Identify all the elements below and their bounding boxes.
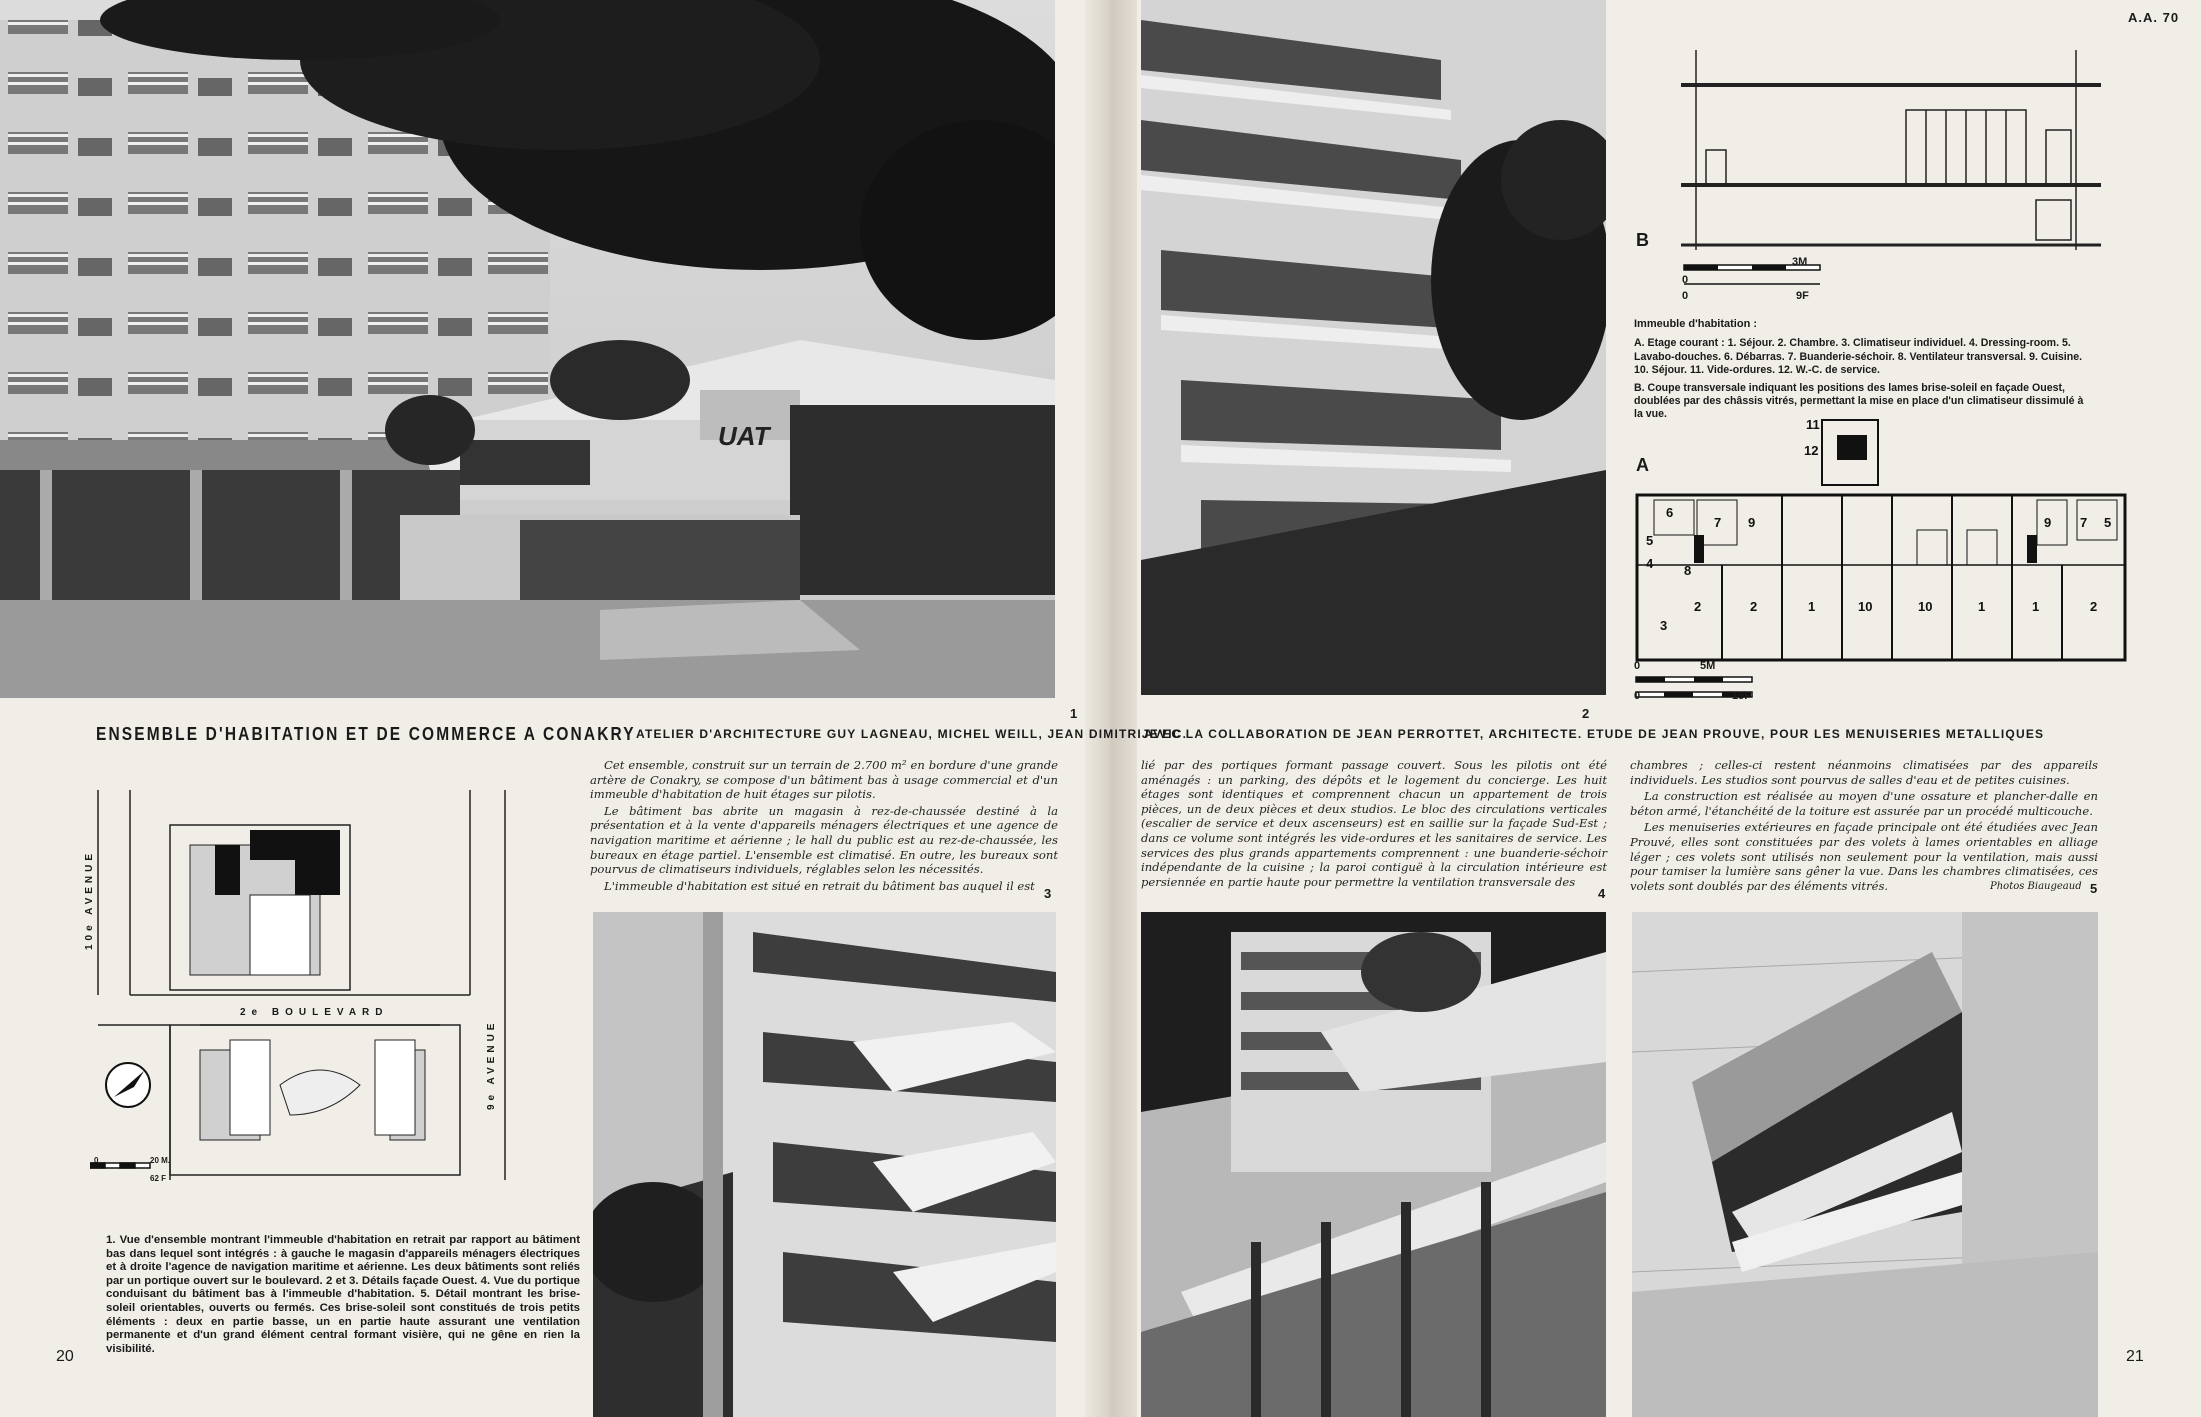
site-scale-20m: 20 M.	[150, 1156, 171, 1165]
collaboration-byline: AVEC LA COLLABORATION DE JEAN PERROTTET, ARCHITECTE. ETUDE DE JEAN PROUVE, POUR LES MENUISERIES METALLIQUES	[1144, 727, 2045, 741]
room-10: 10	[1858, 599, 1873, 614]
street-9e-avenue: 9e AVENUE	[486, 1019, 497, 1110]
room-8: 8	[1684, 563, 1692, 578]
room-1b: 1	[1978, 599, 1986, 614]
photo-credit: Photos Biaugeaud	[1990, 881, 2082, 892]
section-scale-zero-m: 0	[1682, 274, 1689, 286]
room-9b: 9	[2044, 515, 2052, 530]
site-plan	[90, 785, 540, 1185]
col3-para-1: chambres ; celles-ci restent néanmoins climatisées par des appareils individuels. Les studios sont pourvus de salles d'eau et de petites cuisines.	[1630, 758, 2098, 787]
page-gutter	[1085, 0, 1137, 1417]
figure-number-2: 2	[1582, 706, 1590, 721]
figure-caption: 1. Vue d'ensemble montrant l'immeuble d'habitation en retrait par rapport au bâtiment bas dans lequel sont intégrés : à gauche le magasin d'appareils ménagers électriques et à droite l'agence de navigation maritime et aérienne. Les deux bâtiments sont reliés par un portique ouvert sur le boulevard. 2 et 3. Détails façade Ouest. 4. Vue du portique conduisant du bâtiment bas à l'immeuble d'habitation. 5. Détail montrant les brise-soleil orientables, ouverts ou fermés. Ces brise-soleil sont constitués de trois petits éléments : deux en partie basse, un en partie haute assurant une ventilation permanente et d'un grand élément central formant visière, qui ne gêne en rien la visibilité.	[106, 1234, 580, 1355]
room-7b: 7	[2080, 515, 2088, 530]
col1-para-1: Cet ensemble, construit sur un terrain de 2.700 m² en bordure d'une grande artère de Conakry, se compose d'un bâtiment bas à usage commercial et d'un immeuble d'habitation de huit étages sur pilotis.	[590, 758, 1058, 802]
body-column-3	[1630, 758, 2098, 895]
floor-plan-a	[1632, 415, 2130, 665]
col3-para-3: Les menuiseries extérieures en façade principale ont été étudiées avec Jean Prouvé, elles sont constituées par des volets à lames orientables en alliage léger ; ces volets sont utilisés non seulement pour la ventilation, mais aussi pour tamiser la lumière sans gêner la vue. Dans les chambres climatisées, ces volets sont doublés par des éléments vitrés.	[1630, 820, 2098, 893]
uat-sign: UAT	[718, 421, 770, 451]
plan-scale-5m: 5M	[1700, 660, 1716, 672]
plan-scale-15f: 15F	[1732, 690, 1751, 702]
photo-4-portico	[1141, 912, 1606, 1417]
room-10b: 10	[1918, 599, 1933, 614]
room-5: 5	[1646, 533, 1654, 548]
room-1: 1	[1808, 599, 1816, 614]
architects-byline: ATELIER D'ARCHITECTURE GUY LAGNEAU, MICHEL WEILL, JEAN DIMITRIJEVIC.	[636, 727, 1188, 741]
figure-number-3: 3	[1044, 886, 1052, 901]
plan-scale-zero-f: 0	[1634, 690, 1641, 702]
page-number-right: 21	[2126, 1348, 2144, 1365]
section-scale-9f: 9F	[1796, 290, 1809, 302]
legend-a: A. Etage courant : 1. Séjour. 2. Chambre. 3. Climatiseur individuel. 4. Dressing-room. 5. Lavabo-douches. 6. Débarras. 7. Buanderie-séchoir. 8. Ventilateur transversal. 9. Cuisine. 10. Séjour. 11. Vide-ordures. 12. W.-C. de service.	[1634, 337, 2083, 377]
legend-b: B. Coupe transversale indiquant les positions des lames brise-soleil en façade Ouest, doublées par des châssis vitrés, permettant la mise en place d'un climatiseur dissimulé à la vue.	[1634, 381, 2084, 421]
street-2e-boulevard: 2e BOULEVARD	[240, 1007, 389, 1018]
plan-scale-zero-m: 0	[1634, 660, 1641, 672]
plan-label-a: A	[1636, 455, 1649, 475]
figure-number-4: 4	[1598, 886, 1606, 901]
room-3: 3	[1660, 618, 1668, 633]
figure-number-1: 1	[1070, 706, 1078, 721]
room-7: 7	[1714, 515, 1722, 530]
col1-para-3: L'immeuble d'habitation est situé en retrait du bâtiment bas auquel il est	[604, 878, 1035, 893]
body-column-2	[1141, 758, 1607, 891]
section-scale-zero-f: 0	[1682, 290, 1689, 302]
room-2: 2	[1694, 599, 1702, 614]
plan-legend	[1634, 318, 2094, 426]
photo-3-west-facade-detail	[593, 912, 1056, 1417]
room-1c: 1	[2032, 599, 2040, 614]
room-11: 11	[1806, 417, 1820, 432]
article-title: ENSEMBLE D'HABITATION ET DE COMMERCE A CONAKRY	[96, 724, 636, 744]
legend-heading: Immeuble d'habitation :	[1634, 318, 1758, 330]
photo-1-overview	[0, 0, 1055, 698]
section-label-b: B	[1636, 230, 1649, 250]
col1-para-2: Le bâtiment bas abrite un magasin à rez-de-chaussée destiné à la présentation et à la vente d'appareils ménagers électriques et une agence de navigation maritime et aérienne ; le hall du public est au rez-de-chaussée, les bureaux en étage partiel. L'ensemble est climatisé. En outre, les bureaux sont pourvus de climatiseurs individuels, réglables selon les nécessités.	[590, 803, 1058, 877]
room-2c: 2	[2090, 599, 2098, 614]
room-2b: 2	[1750, 599, 1758, 614]
site-scale-62f: 62 F	[150, 1174, 167, 1183]
room-6: 6	[1666, 505, 1674, 520]
photo-5-brise-soleil-detail	[1632, 912, 2098, 1417]
journal-reference: A.A. 70	[2128, 10, 2180, 25]
section-scale-3m: 3M	[1792, 256, 1808, 268]
room-5b: 5	[2104, 515, 2112, 530]
room-4: 4	[1646, 556, 1654, 571]
body-column-1	[590, 758, 1058, 895]
section-drawing-b	[1676, 50, 2106, 250]
col2-para-1: lié par des portiques formant passage couvert. Sous les pilotis ont été aménagés : un parking, des dépôts et le logement du concierge. Les huit étages sont identiques et comprennent chacun un appartement de trois pièces, un de deux pièces et deux studios. Le bloc des circulations verticales (escalier de service et deux ascenseurs) est en saillie sur la façade Sud-Est ; dans ce volume sont intégrés les vide-ordures et les sanitaires de service. Les services des plus grands appartements comprennent : une buanderie-séchoir indépendante de la cuisine ; la paroi contiguë à la circulation intérieure est persiennée en partie haute pour permettre la ventilation transversale des	[1141, 758, 1607, 889]
room-9: 9	[1748, 515, 1756, 530]
room-12: 12	[1804, 443, 1819, 458]
photo-2-west-facade	[1141, 0, 1606, 695]
street-10e-avenue: 10e AVENUE	[84, 849, 95, 950]
col3-para-2: La construction est réalisée au moyen d'une ossature et plancher-dalle en béton armé, l'étanchéité de la toiture est assurée par un procédé multicouche.	[1630, 789, 2098, 818]
site-scale-zero: 0	[94, 1156, 99, 1165]
page-number-left: 20	[56, 1348, 74, 1365]
figure-number-5: 5	[2090, 881, 2098, 896]
